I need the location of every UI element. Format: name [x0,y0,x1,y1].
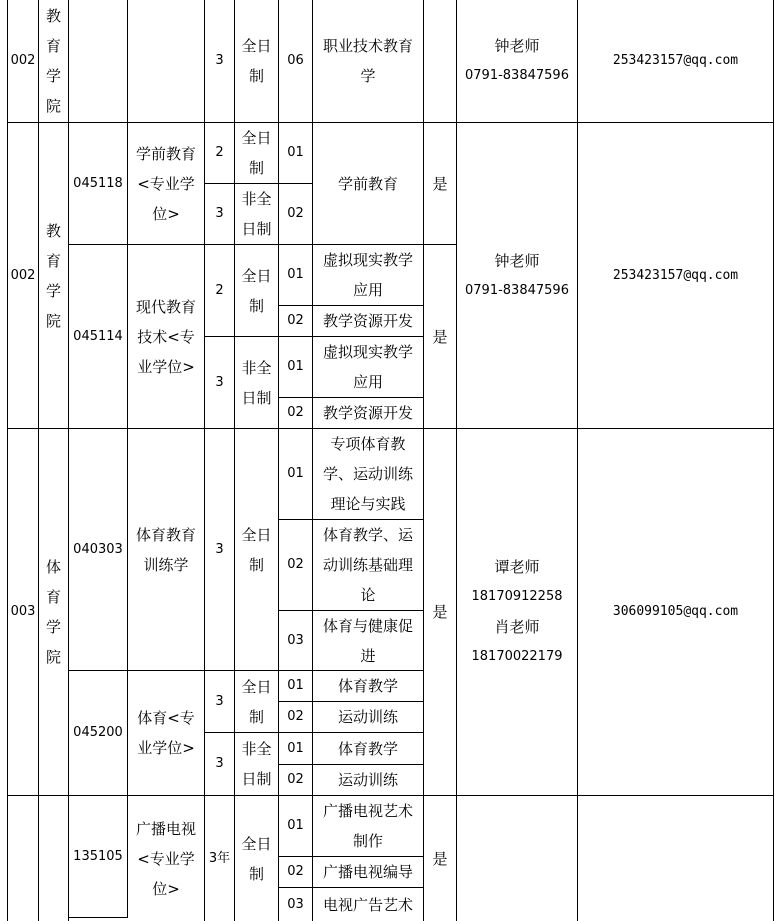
special-cell [424,0,457,123]
email-cell [578,0,774,123]
program-name: 广播电视<专业学位> [135,819,196,898]
direction-code: 06 [287,53,304,68]
direction-code-cell [279,702,313,733]
years-cell [205,337,235,429]
years-value: 2 [215,282,224,298]
direction-name: 体育教学 [337,677,398,695]
direction-name-cell [313,671,424,702]
mode-value: 全日制 [241,677,272,726]
mode-value: 非全日制 [241,190,272,238]
mode-value: 全日制 [241,37,272,85]
mode-cell [235,0,279,123]
special-value: 是 [432,603,448,621]
years-cell [205,733,235,796]
direction-code: 02 [287,313,304,328]
years-value: 3 [215,374,224,390]
contact-name: 钟老师 [494,37,540,55]
program-name-cell [128,0,205,123]
mode-value: 全日制 [241,129,272,177]
direction-name: 广播电视编导 [322,863,413,881]
college-code-cell [7,796,39,921]
program-name: 学前教育<专业学位> [135,144,196,223]
direction-name: 学前教育 [337,174,398,193]
contact-phone: 0791-83847596 [465,68,569,83]
direction-code-cell [279,765,313,796]
email-value: 253423157@qq.com [612,267,739,283]
program-name-cell [128,796,205,921]
program-name-cell [128,245,205,429]
direction-name-cell [313,337,424,398]
contact-cell [457,123,578,429]
direction-code: 03 [287,896,304,912]
contact-name: 谭老师 [494,558,540,576]
program-code-cell [69,429,128,671]
direction-name: 虚拟现实教学应用 [322,343,413,391]
email-cell [578,429,774,796]
program-name: 体育<专业学位> [137,709,195,757]
direction-name: 职业技术教育学 [322,37,413,85]
college-code-cell [7,123,39,429]
direction-code-cell [279,184,313,245]
college-name-cell [39,123,69,429]
college-name-cell [39,796,69,921]
contact-name: 钟老师 [494,251,540,270]
direction-name: 体育教学、运动训练基础理论 [322,526,413,604]
years-cell [205,429,235,671]
email-cell [578,796,774,921]
mode-cell [235,337,279,429]
direction-name-cell [313,765,424,796]
direction-code: 01 [287,267,304,282]
years-value: 3 [215,53,224,68]
college-code: 002 [10,53,36,68]
years-value: 3 [215,756,224,771]
direction-code: 01 [287,818,304,833]
direction-code: 02 [287,557,304,572]
direction-code: 01 [287,466,304,481]
program-code-cell [69,796,128,918]
years-cell [205,0,235,123]
email-cell [578,123,774,429]
direction-name: 教学资源开发 [322,404,413,422]
direction-code: 02 [287,405,304,420]
program-code-cell [69,671,128,796]
direction-code: 02 [287,709,304,724]
direction-name-cell [313,796,424,857]
program-code: 045118 [73,175,123,191]
program-code-cell [69,0,128,123]
direction-name-cell [313,611,424,671]
direction-name: 电视广告艺术 [322,895,413,914]
years-value: 3年 [208,850,231,866]
direction-name: 教学资源开发 [322,312,413,330]
email-value: 253423157@qq.com [612,53,739,68]
direction-code-cell [279,857,313,888]
program-name-cell [128,123,205,245]
direction-name-cell [313,0,424,123]
program-code: 045114 [73,328,123,344]
special-value: 是 [432,174,448,193]
direction-code-cell [279,733,313,765]
college-name-cell [39,429,69,796]
mode-cell [235,123,279,184]
direction-name-cell [313,245,424,306]
special-cell [424,429,457,796]
special-cell [424,796,457,921]
direction-code: 02 [287,864,304,879]
direction-code-cell [279,520,313,611]
program-code-cell [69,123,128,245]
contact-cell [457,796,578,921]
program-code: 045200 [73,725,123,740]
years-value: 3 [215,206,224,221]
years-cell [205,671,235,733]
contact-cell [457,0,578,123]
direction-code-cell [279,123,313,184]
direction-name: 专项体育教学、运动训练理论与实践 [322,435,413,513]
mode-value: 全日制 [241,525,272,574]
direction-name-cell [313,520,424,611]
contact-phone: 0791-83847596 [465,282,569,298]
direction-code: 02 [287,206,304,221]
years-cell [205,123,235,184]
college-name-cell [39,0,69,123]
direction-name-cell [313,702,424,733]
mode-cell [235,245,279,337]
direction-name: 虚拟现实教学应用 [322,251,413,299]
years-value: 2 [215,145,224,160]
direction-name: 体育与健康促进 [322,616,413,665]
program-name-cell [128,671,205,796]
special-value: 是 [432,327,448,346]
college-code-cell [7,0,39,123]
college-code: 002 [10,267,36,283]
direction-name: 广播电视艺术制作 [322,802,413,850]
direction-code-cell [279,0,313,123]
direction-code-cell [279,337,313,398]
direction-code-cell [279,796,313,857]
college-name: 教育学院 [45,7,61,115]
college-name: 体育学院 [45,558,61,666]
mode-cell [235,671,279,733]
contact-phone: 18170912258 [471,589,563,604]
direction-name-cell [313,733,424,765]
years-cell [205,796,235,921]
direction-code-cell [279,429,313,520]
mode-cell [235,429,279,671]
direction-code-cell [279,611,313,671]
direction-name-cell [313,123,424,245]
special-cell [424,245,457,429]
college-code-cell [7,429,39,796]
program-name-cell [128,429,205,671]
program-code-cell [69,245,128,429]
direction-name-cell [313,306,424,337]
mode-cell [235,184,279,245]
direction-name: 体育教学 [337,739,398,758]
college-name: 教育学院 [45,221,61,330]
direction-code: 03 [287,632,304,648]
direction-code-cell [279,888,313,921]
years-cell [205,245,235,337]
direction-code: 01 [287,740,304,756]
direction-name-cell [313,429,424,520]
special-value: 是 [432,849,448,868]
years-value: 3 [215,541,224,557]
years-cell [205,184,235,245]
direction-name: 运动训练 [337,771,398,789]
program-code: 040303 [73,541,123,557]
direction-code: 01 [287,145,304,160]
contact-cell [457,429,578,796]
special-cell [424,123,457,245]
contact-phone: 18170022179 [471,649,563,664]
mode-value: 全日制 [241,834,272,883]
direction-code: 02 [287,772,304,787]
college-code: 003 [10,604,36,619]
program-code: 135105 [73,848,123,864]
direction-name-cell [313,857,424,888]
program-name: 体育教育训练学 [135,525,196,574]
direction-code-cell [279,245,313,306]
mode-value: 非全日制 [241,358,272,407]
direction-name: 运动训练 [337,708,398,726]
direction-code-cell [279,306,313,337]
mode-cell [235,796,279,921]
email-value: 306099105@qq.com [612,604,739,619]
contact-name: 肖老师 [494,618,540,636]
direction-name-cell [313,398,424,429]
direction-code-cell [279,398,313,429]
mode-value: 非全日制 [241,740,272,788]
direction-code: 01 [287,678,304,693]
direction-name-cell [313,888,424,921]
direction-code: 01 [287,359,304,374]
mode-cell [235,733,279,796]
years-value: 3 [215,693,224,709]
program-name: 现代教育技术<专业学位> [135,297,196,376]
mode-value: 全日制 [241,266,272,315]
direction-code-cell [279,671,313,702]
